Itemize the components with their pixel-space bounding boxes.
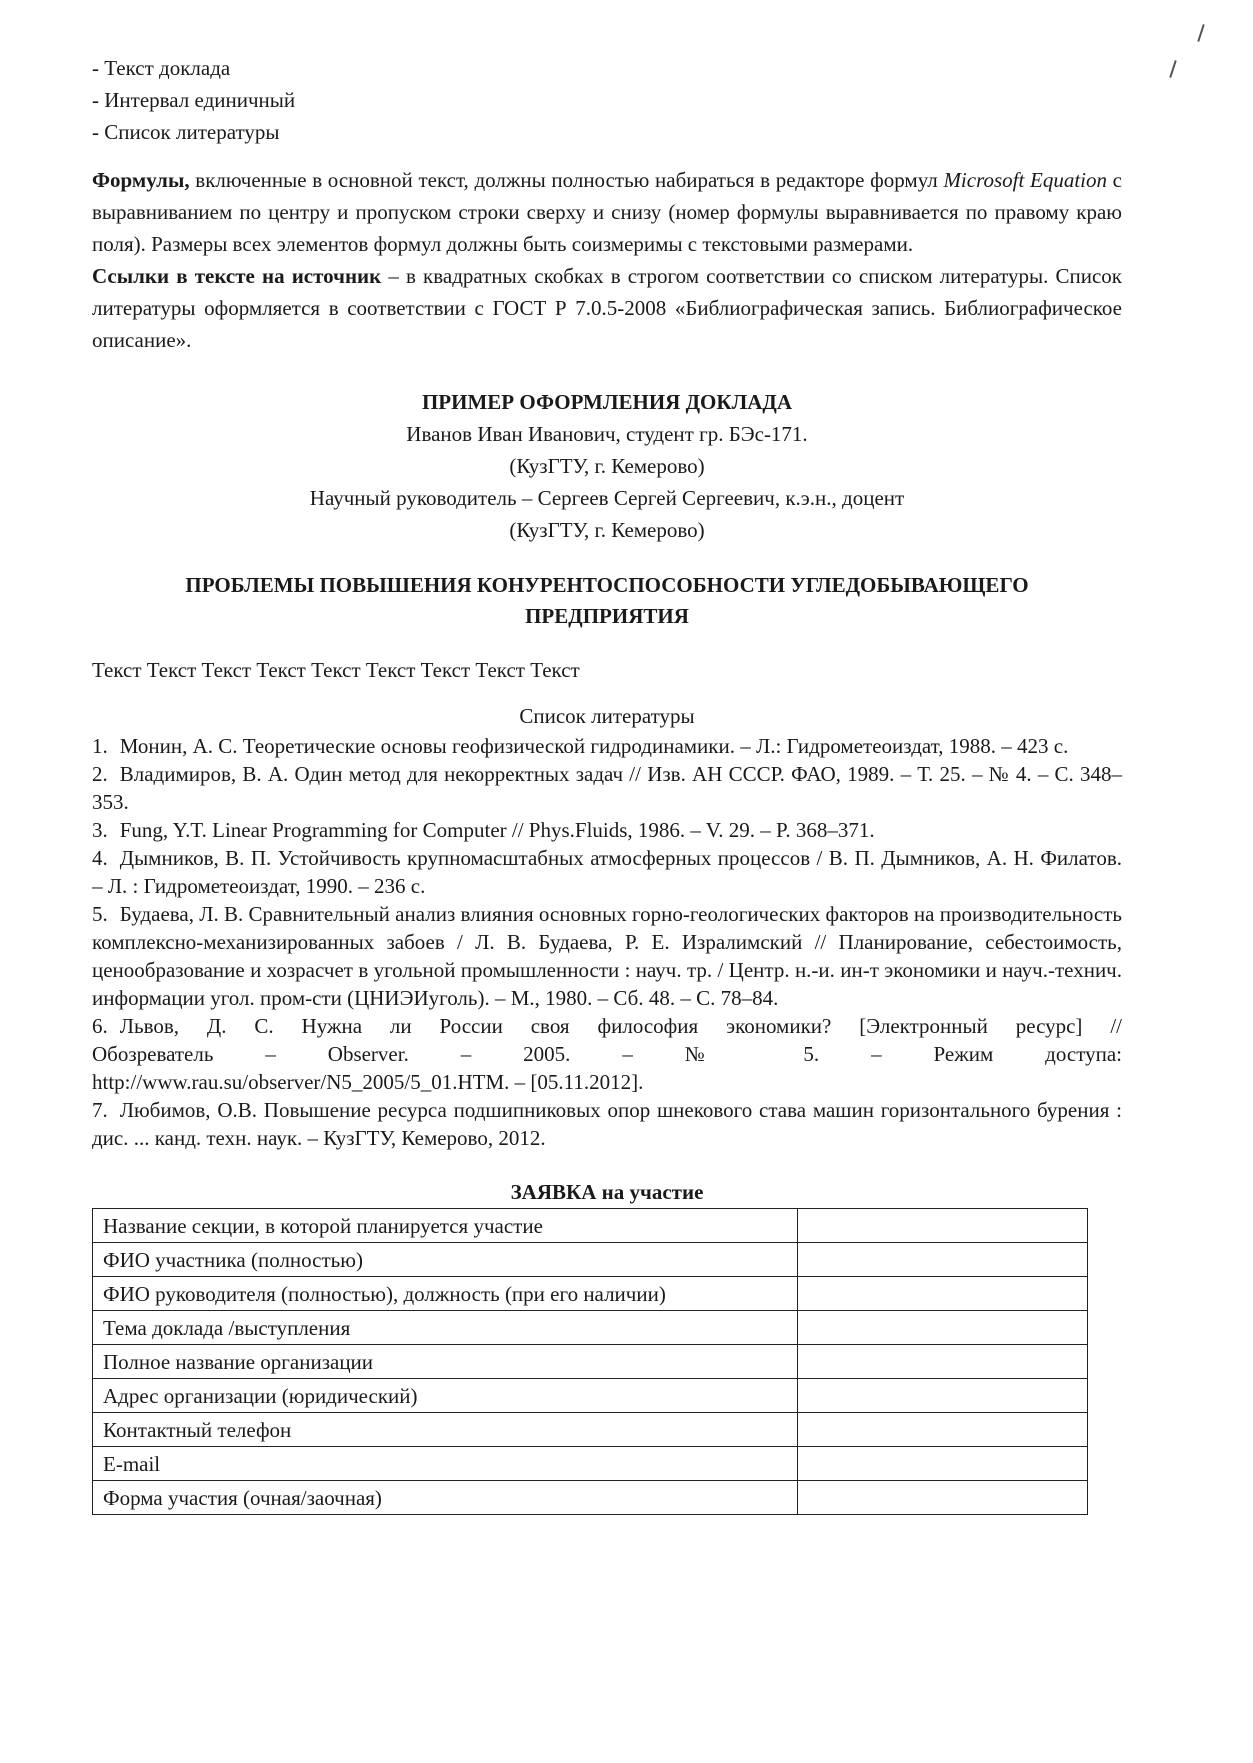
reference-number: 5. [92,902,108,926]
field-value[interactable] [797,1209,1087,1243]
links-paragraph [92,260,1122,356]
reference-text: Будаева, Л. В. Сравнительный анализ влияния основных горно-геологических факторов на производительность комплексно-механизированных забоев / Л. В. Будаева, Р. Е. Изралимский // Планирование, себестоимость, ценообразование и хозрасчет в угольной промышленности : науч. тр. / Центр. н.-и. ин-т экономики и науч.-технич. информации угол. пром-сти (ЦНИЭИуголь). – М., 1980. – Сб. 48. – С. 78–84. [92,902,1122,1010]
reference-text: Монин, А. С. Теоретические основы геофизической гидродинамики. – Л.: Гидрометеоиздат, 1988. – 423 с. [119,734,1069,758]
reference-number: 1. [92,734,108,758]
field-value[interactable] [797,1481,1087,1515]
application-table [92,1208,1088,1515]
links-lead: Ссылки в тексте на источник [92,264,382,288]
table-row [93,1311,1088,1345]
field-value[interactable] [797,1447,1087,1481]
field-label: ФИО участника (полностью) [93,1243,798,1277]
list-item: - Список литературы [92,120,280,144]
field-label: Полное название организации [93,1345,798,1379]
list-item: - Текст доклада [92,56,231,80]
field-label: E-mail [93,1447,798,1481]
reference-text: Fung, Y.T. Linear Programming for Computer // Phys.Fluids, 1986. – V. 29. – P. 368–371. [119,818,875,842]
reference-line: Обозреватель – Observer. – 2005. – № 5. – Режим доступа: [92,1042,1122,1066]
table-row [93,1447,1088,1481]
field-label: Адрес организации (юридический) [93,1379,798,1413]
links-text: – в квадратных скобках в строгом соответствии со списком литературы. Список литературы оформляется в соответствии с ГОСТ Р 7.0.5-2008 «Библиографическая запись. Библиографическое описание». [92,264,1122,352]
reference-item [92,1096,1122,1152]
reference-number: 7. [92,1098,108,1122]
table-row [93,1413,1088,1447]
table-row [93,1481,1088,1515]
paper-title-line: ПРОБЛЕМЫ ПОВЫШЕНИЯ КОНУРЕНТОСПОСОБНОСТИ УГЛЕДОБЫВАЮЩЕГО [185,573,1029,597]
reference-item [92,760,1122,816]
formulas-text-1: включенные в основной текст, должны полностью набираться в редакторе формул [189,168,944,192]
example-supervisor-org: (КузГТУ, г. Кемерово) [509,518,705,542]
formulas-text-2: с выравниванием по центру и пропуском строки сверху и снизу (номер формулы выравнивается по правому краю поля). Размеры всех элементов формул должны быть соизмеримы с текстовыми размерами. [92,168,1122,256]
list-item: - Интервал единичный [92,88,296,112]
field-value[interactable] [797,1345,1087,1379]
table-row [93,1243,1088,1277]
paper-title-line: ПРЕДПРИЯТИЯ [525,604,689,628]
field-value[interactable] [797,1277,1087,1311]
table-row [93,1345,1088,1379]
references-title: Список литературы [519,704,695,728]
document-page [92,52,1122,1515]
example-body-text: Текст Текст Текст Текст Текст Текст Текст Текст Текст [92,658,580,682]
example-author-org: (КузГТУ, г. Кемерово) [509,454,705,478]
pen-mark [1197,24,1204,42]
field-label: ФИО руководителя (полностью), должность (при его наличии) [93,1277,798,1311]
reference-number: 4. [92,846,108,870]
reference-number: 6. [92,1014,108,1038]
field-label: Тема доклада /выступления [93,1311,798,1345]
reference-item [92,1012,1122,1096]
reference-url: http://www.rau.su/observer/N5_2005/5_01.HTM. – [05.11.2012]. [92,1070,644,1094]
requirements-list [92,52,1122,148]
reference-number: 2. [92,762,108,786]
reference-number: 3. [92,818,108,842]
field-label: Форма участия (очная/заочная) [93,1481,798,1515]
formulas-lead: Формулы, [92,168,190,192]
formulas-editor-name: Microsoft Equation [943,168,1107,192]
field-label: Контактный телефон [93,1413,798,1447]
field-label: Название секции, в которой планируется участие [93,1209,798,1243]
reference-line [92,1012,1122,1040]
references-list [92,732,1122,1152]
reference-item [92,844,1122,900]
table-row [93,1277,1088,1311]
paper-title [92,570,1122,632]
reference-text: Любимов, О.В. Повышение ресурса подшипниковых опор шнекового става машин горизонтального бурения : дис. ... канд. техн. наук. – КузГТУ, Кемерово, 2012. [92,1098,1122,1150]
field-value[interactable] [797,1413,1087,1447]
example-heading: ПРИМЕР ОФОРМЛЕНИЯ ДОКЛАДА [421,390,793,414]
application-title: ЗАЯВКА на участие [510,1180,704,1204]
reference-text: Львов, Д. С. Нужна ли России своя философия экономики? [Электронный ресурс] // [119,1014,1122,1038]
example-supervisor: Научный руководитель – Сергеев Сергей Сергеевич, к.э.н., доцент [309,486,905,510]
reference-text: Владимиров, В. А. Один метод для некорректных задач // Изв. АН СССР. ФАО, 1989. – Т. 25. – № 4. – С. 348–353. [92,762,1122,814]
reference-item [92,900,1122,1012]
reference-text: Дымников, В. П. Устойчивость крупномасштабных атмосферных процессов / В. П. Дымников, А. Н. Филатов. – Л. : Гидрометеоиздат, 1990. – 236 с. [92,846,1122,898]
reference-item [92,732,1122,760]
field-value[interactable] [797,1379,1087,1413]
example-author: Иванов Иван Иванович, студент гр. БЭс-171. [406,422,808,446]
table-row [93,1379,1088,1413]
field-value[interactable] [797,1311,1087,1345]
field-value[interactable] [797,1243,1087,1277]
pen-mark [1169,60,1176,78]
reference-item [92,816,1122,844]
table-row [93,1209,1088,1243]
formulas-paragraph [92,164,1122,260]
